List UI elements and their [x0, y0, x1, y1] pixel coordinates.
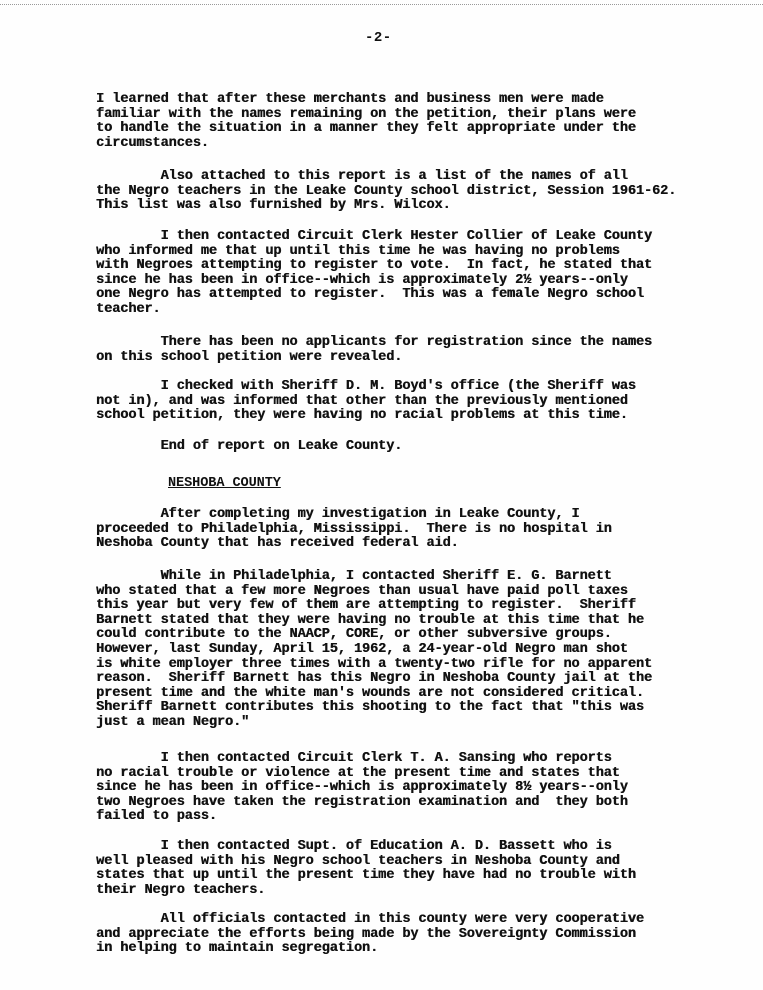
paragraph-no-applicants: There has been no applicants for registration since the names on this school petition were revealed.	[96, 335, 652, 365]
paragraph-merchants: I learned that after these merchants and business men were made familiar with the names remaining on the petition, their plans were to handle the situation in a manner they felt appropriate under the circumstances.	[96, 92, 636, 151]
paragraph-sheriff-barnett: While in Philadelphia, I contacted Sheriff E. G. Barnett who stated that a few more Negroes than usual have paid poll taxes this year but very few of them are attempting to register. Sheriff Barnett stated that they were having no trouble at this time that he could contribute to the NAACP, CORE, or other subversive groups. However, last Sunday, April 15, 1962, a 24-year-old Negro man shot is white employer three times with a twenty-two rifle for no apparent reason. Sheriff Barnett has this Negro in Neshoba County jail at the present time and the white man's wounds are not considered critical. Sheriff Barnett contributes this shooting to the fact that "this was just a mean Negro."	[96, 569, 652, 730]
page-top-edge	[0, 0, 763, 5]
paragraph-philadelphia: After completing my investigation in Leake County, I proceeded to Philadelphia, Mississippi. There is no hospital in Neshoba County that has received federal aid.	[96, 507, 612, 552]
paragraph-circuit-clerk-leake: I then contacted Circuit Clerk Hester Collier of Leake County who informed me that up until this time he was having no problems with Negroes attempting to register to vote. In fact, he stated that since he has been in office--which is approximately 2½ years--only one Negro has attempted to register. This was a female Negro school teacher.	[96, 229, 652, 317]
paragraph-teacher-list: Also attached to this report is a list of the names of all the Negro teachers in the Leake County school district, Session 1961-62. This list was also furnished by Mrs. Wilcox.	[96, 169, 677, 214]
page-number: -2-	[365, 30, 392, 46]
paragraph-supt-bassett: I then contacted Supt. of Education A. D. Bassett who is well pleased with his Negro school teachers in Neshoba County and states that up until the present time they have had no trouble with their Negro teachers.	[96, 839, 636, 898]
section-heading: NESHOBA COUNTY	[168, 476, 281, 491]
paragraph-circuit-clerk-sansing: I then contacted Circuit Clerk T. A. Sansing who reports no racial trouble or violence at the present time and states that since he has been in office--which is approximately 8½ years--only two Negroes have taken the registration examination and they both failed to pass.	[96, 751, 628, 825]
paragraph-end-of-report: End of report on Leake County.	[96, 439, 403, 454]
paragraph-sheriff-boyd: I checked with Sheriff D. M. Boyd's office (the Sheriff was not in), and was informed that other than the previously mentioned school petition, they were having no racial problems at this time.	[96, 379, 636, 424]
paragraph-officials-cooperative: All officials contacted in this county were very cooperative and appreciate the efforts being made by the Sovereignty Commission in helping to maintain segregation.	[96, 912, 644, 957]
